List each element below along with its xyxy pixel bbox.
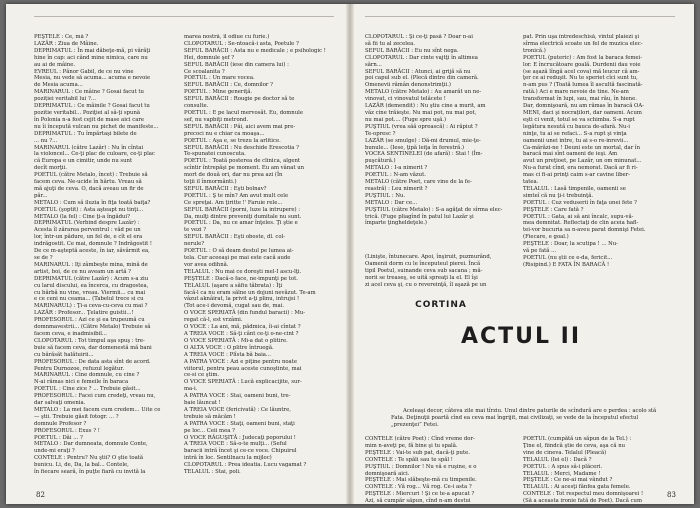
text-line: să fii tu al zecelea. [365,40,415,47]
text-line: nu mai pot.... (Fuge spre uşă.) [365,116,447,123]
text-line: rată.) Aci e mare nevoie de tine. Ne-am [523,89,629,96]
top-rule [34,16,334,17]
text-line: vă pe fată ... [523,248,557,255]
text-line: simteî că nu ţi-i trebuinţă. [523,192,594,199]
text-line: MARINARUL : Iţi zâmbeşte mina, mină de [34,261,148,268]
text-line: METALO : Dar ce... [365,199,418,206]
text-line: intră în loc. Sentilnacu la mijloc) [184,455,272,462]
text-line: la violoncel... Ce-ţi plac de culoare, ce-ţi plac [34,151,155,158]
text-line: sîrma electrică scoate un fel de muzica elec- [523,40,643,47]
text-line: PEŞTELE : Mai slăbeşte-mă cu timpenile. [365,477,477,484]
text-line: consulte. [184,103,209,110]
text-line: DEPRIMATUL : Tu împărtaşi bilete de [34,130,137,137]
text-line: PROFESORUL : Exus ? ! [34,427,100,434]
text-line: Nu-a furat cînd, era nemorat. Dacă ar fi ri- [523,165,638,172]
text-line: e ce ceni nu ceama... (Tabelul trece si cu [34,296,144,303]
text-line: transformat în lupi, sau, mai rău, în hiene. [523,96,637,103]
text-line: PROFESORUL : Facei cum credeţi, vreau nu, [34,393,156,400]
text-line: POETUL : E pe lacul mervosăt. Eu, domnule [184,109,303,116]
text-line: POETUL : Gata, ai să ani încalc, supu-vă- [523,213,634,220]
text-line: mim n-aveţi pe, fă bine şi tu spală. [365,442,458,449]
page-number-right: 83 [667,491,676,499]
text-line: TELALUL : Stai, poli. [184,469,241,474]
text-line: indrăgostit. Ce mai, domnule ? Indrăgostit ! [34,241,153,248]
text-line: facă-l ca nu eram sălne un dojuni nevăzut. Te-am [184,289,316,296]
text-line: TELALUL : Lasă timpenile, oamenii se [523,185,626,192]
text-line: PUŞTIUL (către Metalo) : S-a agăţat de sîrma elec- [365,206,503,213]
text-line: PUŞTIUL : Nu. [365,192,406,199]
text-line: TELALUL (Iei el) : Dacă ? [523,456,592,463]
text-line: SEFUL BARĂCII : Rougie pe doctor să te [184,96,295,103]
text-line: tatea. [523,179,539,186]
text-line: te vezi ? [184,227,207,234]
text-line: CLOPOTARUL : Tot timpul aşa spuş : tre- [34,337,145,344]
text-line: scîntir întrepăşi pe moment. Eu am vânat un [184,165,305,172]
text-line: POETUL (nu ştii ce e-da, fericit... [523,255,613,261]
text-line: A PATRA VOCE : Staţi, oameni buni, staţi [184,420,295,427]
text-line: MENI, daci şi nocrațilori, dar oameni. Acum [523,109,642,116]
text-line: N-ai rămas nici e femeile în baraca [34,379,129,386]
text-line: SEFUL BARĂCII : Eu nu sînt nega. [365,47,459,54]
text-line: dar salvaţi omenia. [34,400,86,407]
text-line: CLOPOTARUL : Se-ntoacă-i asta, Poetule ? [184,40,299,47]
right-page [351,4,694,504]
text-line: norii se treaseş, se uită spreaţi la el. El îşi [365,274,478,281]
text-line: PEŞTELE : Vai-te sub pat, dacă-ţi pute. [365,449,470,456]
text-line: METALO (către Metalo) : Au amarăt un ne- [365,89,482,96]
text-line: Da, mulţi dintre preveniţi dumitale nu sunt. [184,213,302,220]
text-line: POETUL : Dăi ... ? [34,434,83,441]
text-line: nu îi începută vulcan nu pichet de manifeste... [34,123,159,130]
text-line: POETUL : O să deam destul pe lumea ai- [184,248,294,255]
text-line: (Linişte, întunecare. Apoi, înşiruit, puzmurând, [365,254,492,260]
text-line: n-am pus ? (Toată lumea îl ascultă fascinată- [523,82,643,89]
text-line: baracii intră încet şi ce-ce voce. Chipuirul [184,448,297,455]
text-line: oamenii unei intre, tu ai s-o re-inrevii... [523,137,629,144]
text-line: PEŞTELE : Ce, mă ? [34,34,89,40]
text-line: PEŞTELE : Care fată ? [523,206,584,213]
text-line: sărn... [365,61,382,68]
text-line: domnule Profesor ? [34,420,87,427]
text-line: POETUL : Da, nu ce amar înţeles. Ţi ştie e [184,220,298,227]
text-line: (Tot ace-i devomă, cugat sau de, mai. [184,303,285,310]
text-line: precoci nu e chiar ca moaşa... [184,130,265,137]
text-line: ... nu ?... [34,137,58,144]
text-line: împarte ţingheldeţele.) [365,220,427,227]
text-line: hine în cap: aci când mine nimica, care nu [34,54,148,61]
text-line: SEFUL BARĂCII (porni, luze la intrupere) : [184,206,301,213]
text-line: vâzut aknâirat, la privit a-ţi plinu, intrujsi ! [184,296,300,303]
text-line: se de ? [34,255,53,261]
text-line: TELALUL : Nu mai ce doreşti mel-I ascu-lţi. [184,268,302,275]
text-line: LAZĂR : Profesor... Ţelatire guistii...! [34,310,134,317]
text-line: TELALUL : Ai acesţi fănfea gata femele. [523,484,631,491]
text-line: SEFUL BARĂCII : Nu deschide Erescotia ? [184,144,299,151]
text-line: POETUL : Un mare vocea. [184,75,255,82]
text-line: văz cine trăieşte. Nu mai pot, nu mai pot, [365,109,477,116]
text-line: DEPRIMATUL : Ce mâinile ? Gosai facut tu [34,103,150,110]
text-line: marea nostră, îl odiue cu furie.) [184,34,270,40]
text-line: zi acel ceva şi, cu o revereinţă, îl aşază pe un [365,281,487,288]
text-line: MARINARUL : Ce mâine ? Gosai facut tu [34,89,144,96]
text-line: O VOCE RĂGUŞITĂ : Judecaţi poporului ! [184,434,296,441]
text-line: puşcătură.) [365,158,396,165]
text-line: Hei, domnule şef ? [184,54,235,61]
text-line: trebuie să măcăm ! [184,413,236,420]
text-line: MARINARUL : Cine domnule, cu cine ? [34,372,140,379]
text-line: cu bărbă nu vine, vreau. Viermii... cu mai [34,289,146,296]
text-line: domnmavestrii... (Către Metalo) Trebuie să [34,324,151,331]
text-line: mort de două ori, dar nu prea azi (În [184,172,283,179]
text-line: lor, într-un pădure, un fel de, e cît el era [34,234,143,241]
text-line: PEŞTELE : Doar, la scutipa ! ... Nu- [523,241,618,248]
text-line: CLOPOTARUL : Dar cinte vajtţi în altimea [365,54,478,61]
text-line: POETUL : Cuz veduserii în faţa unei fete ? [523,199,637,206]
text-line: De ce m-aşteptă aceste, în iar, săvârmit ea, [34,248,150,255]
text-line: METALO : I-a nimerit ? [365,165,428,172]
text-line: TELALUL (aşare a săfiu tâbrata) : Îţi [184,282,283,289]
text-line: LAZĂR : Ziua de Mâine. [34,40,99,47]
text-line: CONTELE (către Poet) : Cînd vreme dor- [365,436,475,442]
text-line: LAZĂR (se smulge) : Dă-mi drumul, mie-ţe- [365,137,481,144]
text-line: legătura nesută cu bauca de-afară. Nu-i [523,123,630,130]
text-line: PEŞTELE : Miercuri ! Şi ce te-a apucat ? [365,491,475,498]
text-line: în Polonia n-a fost cejit de mase aici care [34,116,145,123]
text-line: mă ajuţi de ceva. O, dacă aveau un fir de [34,185,144,192]
text-line: bunicu. Li, de, Da, la bal... Contele, [34,462,129,469]
text-line: păr... [34,192,48,199]
text-line: buie să facem ceva, dar domenestă mă bani [34,344,152,351]
text-line: ninţe, tu ai se refaci... S-a rupt şi vinţa [523,130,627,137]
text-line: regat că-l, est vrzâmi. [184,317,243,324]
text-line: pe loc... Ceii mea ? [184,427,235,434]
text-line: PROFESORUL : Azi ce şi ea trupeumă cu [34,317,145,324]
text-line: (se aşază lîngă acel cova) mă leucur că am- [523,68,640,75]
text-line: SEFUL BARĂCII : Ce, domnilor ? [184,82,273,89]
text-line: A PATRA VOCE : Azi e piţine pentru noate [184,358,297,365]
text-line: artist, boi, de ce nu aveam un artă ? [34,268,132,275]
text-line: decît morţii. [34,165,67,172]
text-line: VOCEA SENTINELEI (de afară) : Stai ! (Îm- [365,151,483,158]
text-line: DEPRIMATUL (către Lazăr) : Acum s-a ziu [34,275,149,282]
text-line: facem ceva, e inadmisibil... [34,330,107,337]
text-line: — ştii. Trebuie găsit fotogr. ... ? [34,413,119,420]
text-line: PROFESORUL : De data asta sînt de acord. [34,358,151,365]
text-line: METALO (la fel) : Cine ţi-a îngădui? [34,213,130,220]
text-line: tela. Cur aceeaşi pe mai este cacă aude [184,255,291,261]
top-rule [365,16,675,17]
text-line: SEFUL BARĂCII : Eşti bolnav? [184,185,267,192]
text-line: PEŞTELE : Ce ne-ai mai vândut ? [523,477,613,484]
text-line: O VOCE SPERIATĂ : Mi-a dat o plitire. [184,337,288,344]
text-line: SEFUL BARĂCII : Asta nu e medicale ; e psihologic ! [184,47,326,54]
text-line: Mesia, nu vede să acuma... acuma e nevoie [34,75,151,82]
text-line: O ALTA VOCE : O plitre întruegă. [184,344,274,351]
right-lower-column-1 [365,436,517,504]
text-line: O VOCE : La ani, mă, pădmica, îi-ai cîntat ? [184,324,301,331]
text-line: Ca-mărăzi-ne ! Deuni este un mortal, dar în [523,144,641,151]
text-line: Ce scoalanita ? [184,68,225,75]
text-line: POETUL (şoptit) : Asta aşteapt nu tinţi... [34,206,144,213]
text-line: A PATRA VOCE : Stai, oameni buni, tre- [184,393,291,400]
text-line: O VOCE SPERIATĂ : Lucă explicacijite, sur- [184,379,302,386]
text-line: Ţine el, fiindcă ştie de ceva, aşa că nu [523,442,626,449]
text-line: poi capul sub el. (Plecă dintre din cameră. [365,75,479,82]
stage-direction [365,254,517,289]
text-line: A TREIA VOCE : Să-o-te mulţi... (Seful [184,441,287,448]
text-line: Omenevii rămân denonstrimţii.) [365,82,451,89]
text-line: cu larul discului, ea încerca, cu dragostea, [34,282,149,289]
text-line: DEPRIMATUL : În mai dăbeţe-mă, pi vărăţi [34,47,151,54]
text-line: DEPRIMATUL (Verbind despre Lazăr) : [34,220,140,227]
text-line: cu bărăsăt halătuirii... [34,351,94,358]
text-line: A TREIA VOCE : Plîsta bă baia... [184,351,271,358]
text-line: avut un preţioet, pe Lazăr, un om minunat... [523,158,642,165]
text-line: baie lăuncat ! [184,400,221,407]
text-line: POETUL : A spus să-i plăceri. [523,463,603,470]
text-line: (Fiecare, e goal.) [523,234,569,241]
text-line: SEFUL BARĂCII : Atunci, ai grijă să nu [365,68,471,75]
text-line: domnişoară aici. [365,470,410,477]
text-line: PEŞTELE : Dacă-o face, ne-impunţi pe tot. [184,275,298,282]
text-line: (Să a aceasta ironie fată de Poet). Dacă cum [523,498,642,504]
text-line: CLOPOTARUL : Şi ce-ţi pasă ? Doar n-ai [365,34,473,40]
text-line: Te-spunatei cunoscuta. [184,151,246,158]
text-line: Dar, domnişoară, nu am rămas în baracă OA- [523,103,644,110]
text-line: baracă mai sînt oameni de ieşi. Am [523,151,618,158]
text-line: lor. E încrucătoare goală. Durdenii dau voie [523,61,641,68]
text-line: MARINARUL (către Lazăr) : Nu în cîntai [34,144,144,151]
text-line: CONTELE : Pentru? Nu ştii? O ştie toată [34,455,144,462]
text-line: SEFUL BARĂCII (iese din camera lui) : [184,61,289,68]
act-intro-text: Aceleaşi decor, câteva zile mai tîrziu. Unul dintre paturile de scîndură are o perdea : acolo stă Fata. Deţinuţii poartă cînd ea ceva mai îngrijit, mai civilizaţi, se vede de la începutul efectul „prezenţei” Fetei. [391,408,657,428]
text-line: sef, nu vapbiţi metrond. [184,116,249,123]
text-line: POETUL : N-am văzut. [365,172,426,179]
text-line: viitorul, pentru peau aceste cunoştinte, mai [184,365,302,372]
text-line: unde-mi eraţi ? [34,448,75,455]
text-line: POETUL (cumpătă un săpun de la Tel.) : [523,436,632,442]
text-line: PUŞTIUL : Domnilor ! Nu vă e ruşine, e o [365,463,477,470]
text-line: O VOCE SPERIATĂ (din fundul baracii) : Mu- [184,310,306,317]
text-line: tei-vor bucuria sa n-aveu parat domnişi Fetei. [523,227,646,234]
text-line: pat. Prin uşa întredeschisă, vîntul plaiezi şi [523,34,640,40]
text-line: Acesta îl zărarea perventrul : văd pe un [34,227,141,234]
text-line: A TREIA VOCE (fericivată) : Ce lăuntre, [184,406,291,413]
text-line: POETUL : Mine generiţă. [184,89,253,96]
text-line: CONTELE : Tot respectul meu domnişoarei ! [523,491,644,498]
text-line: POETUL : Toată posterea de clinica, algent [184,158,301,165]
text-line: METALO : Cum să iluzia în fiţa toată baiţa? [34,199,151,206]
text-line: Ce spreţai. Am ţiritte !' Faruie rele... [184,199,283,206]
right-lower-column-2 [523,436,675,504]
book-spread [6,4,694,504]
text-line: Oamenii dorm cu le începuteul pierei. Încă [365,260,481,267]
text-line: Pentru Durnozoe, refuzul legătur. [34,365,125,372]
text-line: CLOPOTARUL : Prea ideatia. Lucu vagamat ? [184,462,307,469]
cortina-heading: CORTINA [415,300,467,310]
act-title: ACTUL II [460,324,582,349]
text-line: nerule? [184,241,205,248]
text-line: ma-i. [184,386,198,393]
text-line: A TREIA VOCE : Să-ţi cânt ce-ţi o-ne-cint ? [184,330,299,337]
text-line: TELALUL : Merci, Madame ! [523,470,601,477]
text-line: trică. (Fuge pliagînd în patul lui Lazăr şi [365,213,474,220]
text-line: pozitie veritabil... Poziţiei al să-ţi spună [34,109,141,116]
text-line: ce-si ce ştim. [184,372,220,379]
act-intro [391,408,661,429]
text-line: tronică.) [523,47,546,54]
text-line: facem ceva. Ne-ucide în hărtu. Vreau să [34,179,142,186]
text-line: SEFUL BARĂCII : Eşti oboste, dl. col- [184,234,286,241]
text-line: că Europa e un cimitir, unde nu sunt [34,158,133,165]
text-line: POETUL (puteric) : Am fost la baraca femei- [523,54,643,61]
text-line: POETUL (către Metalo, încet) : Trebuie să [34,172,148,179]
page-number-left: 82 [36,491,45,499]
text-line: SEFUL BARĂCII : Păi, aici avem mai pre- [184,123,296,130]
text-line: toţii il înmormânti.) [184,179,237,186]
text-line: PUŞTIUL (vrea săă oprească) : Ai răpiut ? [365,123,478,130]
text-line: de Mesia acuma... [34,82,83,89]
text-line: POETUL : Aşa e, se trezu la arlitice. [184,137,281,144]
text-line: vinovat, ci vinovatul telăcete ! [365,96,446,103]
text-line: POETUL : Cine zice ? ... Trebuie găsit... [34,386,141,393]
right-column-1 [365,34,517,272]
text-line: METALO (către Poet, care vine de la fe- [365,179,472,186]
text-line: CONTELE : Vă rog... Vă rog. Ce-i asta ? [365,484,472,491]
text-line: mas ci fi-ai prinţi caim s-ar cavine liber- [523,172,631,179]
left-page [6,4,349,504]
text-line: Azi, să cumpăr săpun, cînd n-am destui [365,498,471,504]
text-line: tipil Poetul, suinande ceva sub sacana ; mă- [365,267,483,274]
text-line: mea demnitat. Reflectaţi de clin aceia hafl- [523,220,639,227]
text-line: (Risipind.) E FATA ÎN BARACĂ ! [523,261,610,268]
text-line: eşti ci venit, totul se va schimba. S-a rupt [523,116,635,123]
left-column-1 [34,34,180,474]
text-line: CONTELE : Te spăli sau te spăl ! [365,456,453,463]
text-line: vor avea odihnă. [184,261,229,268]
left-column-2 [184,34,334,474]
text-line: Te-opresc ? [365,130,396,137]
text-line: în fiecare seară, în puţte fiară cu invită la [34,469,146,474]
text-line: bunule... (Iese, ţipă leiţa în ferestră.) [365,144,465,151]
text-line: reastră) : Leu nimerit ? [365,185,428,192]
text-line: ţer ce ai reduşit. Nu te speriet cîci sunt tu, [523,75,638,82]
text-line: METALO : La mei facem cum credem... Uite ce [34,406,161,413]
text-line: MARINARUL) : Ţi-a ceva-cu-ceva cu mai ? [34,303,148,310]
text-line: vine de cineva. Telalul (Pleacă) [523,449,607,456]
text-line: poziției veritabil lui ?... [34,96,96,103]
text-line: LAZĂR (demendit) : Nu ştiu cine a murit, am [365,103,486,110]
text-line: EVREUL : Pănor Gabil, de ce nu vine [34,68,134,75]
text-line: POETUL : Ş te mîn? Am avut mult cele [184,192,289,199]
text-line: au ai de mâine. [34,61,76,68]
text-line: METALO : Dar dumneata, domnule Conte, [34,441,148,448]
